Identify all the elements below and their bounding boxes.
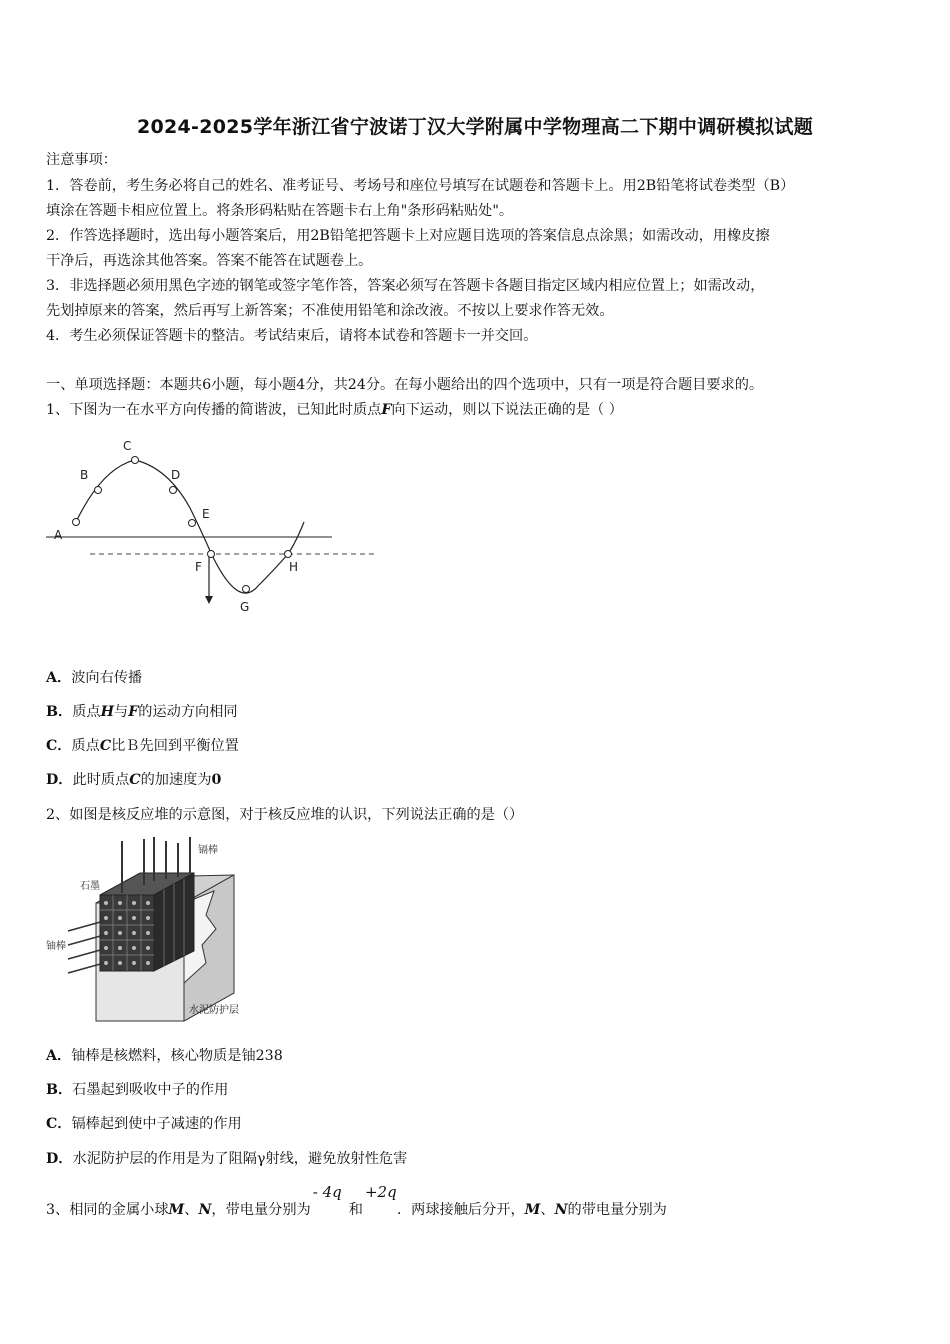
wave-label-f: F (195, 560, 202, 574)
option-text: 镉棒起到使中子减速的作用 (71, 1116, 242, 1132)
down-arrowhead-icon (205, 596, 213, 604)
option-text: 石墨起到吸收中子的作用 (72, 1082, 229, 1098)
q1-stem-text: 1、下图为一在水平方向传播的简谐波，已知此时质点 (46, 402, 382, 418)
option-letter: B． (46, 1082, 73, 1098)
q2-stem: 2、如图是核反应堆的示意图，对于核反应堆的认识，下列说法正确的是（） (46, 807, 524, 823)
q2-option-b[interactable] (46, 1080, 906, 1100)
notice-line: 3．非选择题必须用黑色字迹的钢笔或签字笔作答，答案必须写在答题卡各题目指定区域内相应位置上；如需改动， (46, 278, 765, 294)
notice-line: 先划掉原来的答案，然后再写上新答案；不准使用铅笔和涂改液。不按以上要求作答无效。 (46, 303, 614, 319)
q1-stem-text-end: 向下运动，则以下说法正确的是（ ） (391, 402, 623, 418)
section-heading: 一、单项选择题：本题共6小题，每小题4分，共24分。在每小题给出的四个选项中，只有一项是符合题目要求的。 (46, 377, 764, 393)
option-letter: A． (46, 1048, 72, 1064)
point-a-marker (73, 519, 80, 526)
option-variable: F (128, 704, 139, 720)
label-graphite: 石墨 (80, 881, 100, 892)
q3-variable-m: M (168, 1202, 185, 1218)
notice-heading: 注意事项： (46, 152, 117, 168)
q1-option-d[interactable] (46, 770, 906, 790)
option-variable: H (100, 704, 114, 720)
q1-stem-variable: F (381, 402, 392, 418)
option-text: 水泥防护层的作用是为了阻隔γ射线，避免放射性危害 (72, 1151, 408, 1167)
wave-curve (76, 460, 304, 593)
wave-label-h: H (289, 560, 299, 574)
option-letter: D． (46, 1151, 73, 1167)
page-title: 2024-2025学年浙江省宁波诺丁汉大学附属中学物理高二下期中调研模拟试题 (136, 116, 814, 138)
option-text: 与 (113, 704, 129, 720)
point-h-marker (285, 551, 292, 558)
wave-label-g: G (240, 600, 250, 614)
wave-label-b: B (80, 468, 89, 482)
wave-label-c: C (123, 439, 132, 453)
option-letter: D． (46, 772, 73, 788)
notice-line: 1．答卷前，考生务必将自己的姓名、准考证号、考场号和座位号填写在试题卷和答题卡上。用2B铅笔将试卷类型（B） (46, 178, 795, 194)
notice-line: 2．作答选择题时，选出每小题答案后，用2B铅笔把答题卡上对应题目选项的答案信息点涂黑；如需改动，用橡皮擦 (46, 228, 770, 244)
wave-label-d: D (171, 468, 181, 482)
q3-stem (46, 1183, 906, 1218)
point-d-marker (170, 487, 177, 494)
point-e-marker (189, 520, 196, 527)
option-letter: A． (46, 670, 72, 686)
option-value: 0 (211, 772, 222, 788)
q2-reactor-figure (44, 833, 254, 1023)
option-text: 的加速度为 (140, 772, 212, 788)
notice-line: 4．考生必须保证答题卡的整洁。考试结束后，请将本试卷和答题卡一并交回。 (46, 328, 538, 344)
q2-option-a[interactable] (46, 1046, 906, 1066)
q3-text: 的带电量分别为 (567, 1202, 667, 1218)
option-variable: C (129, 772, 141, 788)
q3-text: 和 (348, 1202, 363, 1218)
option-text: 的运动方向相同 (138, 704, 238, 720)
label-concrete: 水泥防护层 (189, 1005, 239, 1016)
label-cadmium: 镉棒 (198, 845, 218, 856)
label-uranium: 铀棒 (46, 941, 66, 952)
q3-text: ，带电量分别为 (211, 1202, 311, 1218)
option-letter: C． (46, 738, 72, 754)
wave-label-a: A (54, 528, 63, 542)
option-text: 波向右传播 (71, 670, 143, 686)
point-c-marker (132, 457, 139, 464)
point-f-marker (208, 551, 215, 558)
q3-text: ．两球接触后分开， (396, 1202, 525, 1218)
q1-wave-figure (40, 430, 385, 620)
point-b-marker (95, 487, 102, 494)
graphite-block (100, 873, 194, 971)
option-letter: C． (46, 1116, 72, 1132)
notice-line: 干净后，再选涂其他答案。答案不能答在试题卷上。 (46, 253, 373, 269)
point-g-marker (243, 586, 250, 593)
wave-label-e: E (202, 507, 210, 521)
q2-option-c[interactable] (46, 1114, 906, 1134)
q3-text: 、 (184, 1202, 199, 1218)
q3-text: 、 (540, 1202, 555, 1218)
q1-option-c[interactable] (46, 736, 906, 756)
option-text: 质点 (71, 738, 100, 754)
q2-option-d[interactable] (46, 1149, 906, 1169)
q1-option-a[interactable] (46, 668, 906, 688)
q3-charge-2: +2q (364, 1183, 397, 1201)
q3-variable-m: M (524, 1202, 541, 1218)
option-text: 铀棒是核燃料，核心物质是铀238 (71, 1048, 283, 1064)
q1-option-b[interactable] (46, 702, 906, 722)
q3-charge-1: - 4q (312, 1183, 342, 1201)
q3-variable-n: N (198, 1202, 212, 1218)
option-text: 此时质点 (72, 772, 130, 788)
q1-stem (46, 400, 906, 420)
q3-variable-n: N (554, 1202, 568, 1218)
notice-line: 填涂在答题卡相应位置上。将条形码粘贴在答题卡右上角"条形码粘贴处"。 (46, 203, 514, 219)
option-text: 质点 (72, 704, 101, 720)
option-text: 比Ｂ先回到平衡位置 (111, 738, 239, 754)
option-variable: C (99, 738, 112, 754)
option-letter: B． (46, 704, 73, 720)
q3-text: 3、相同的金属小球 (46, 1202, 169, 1218)
